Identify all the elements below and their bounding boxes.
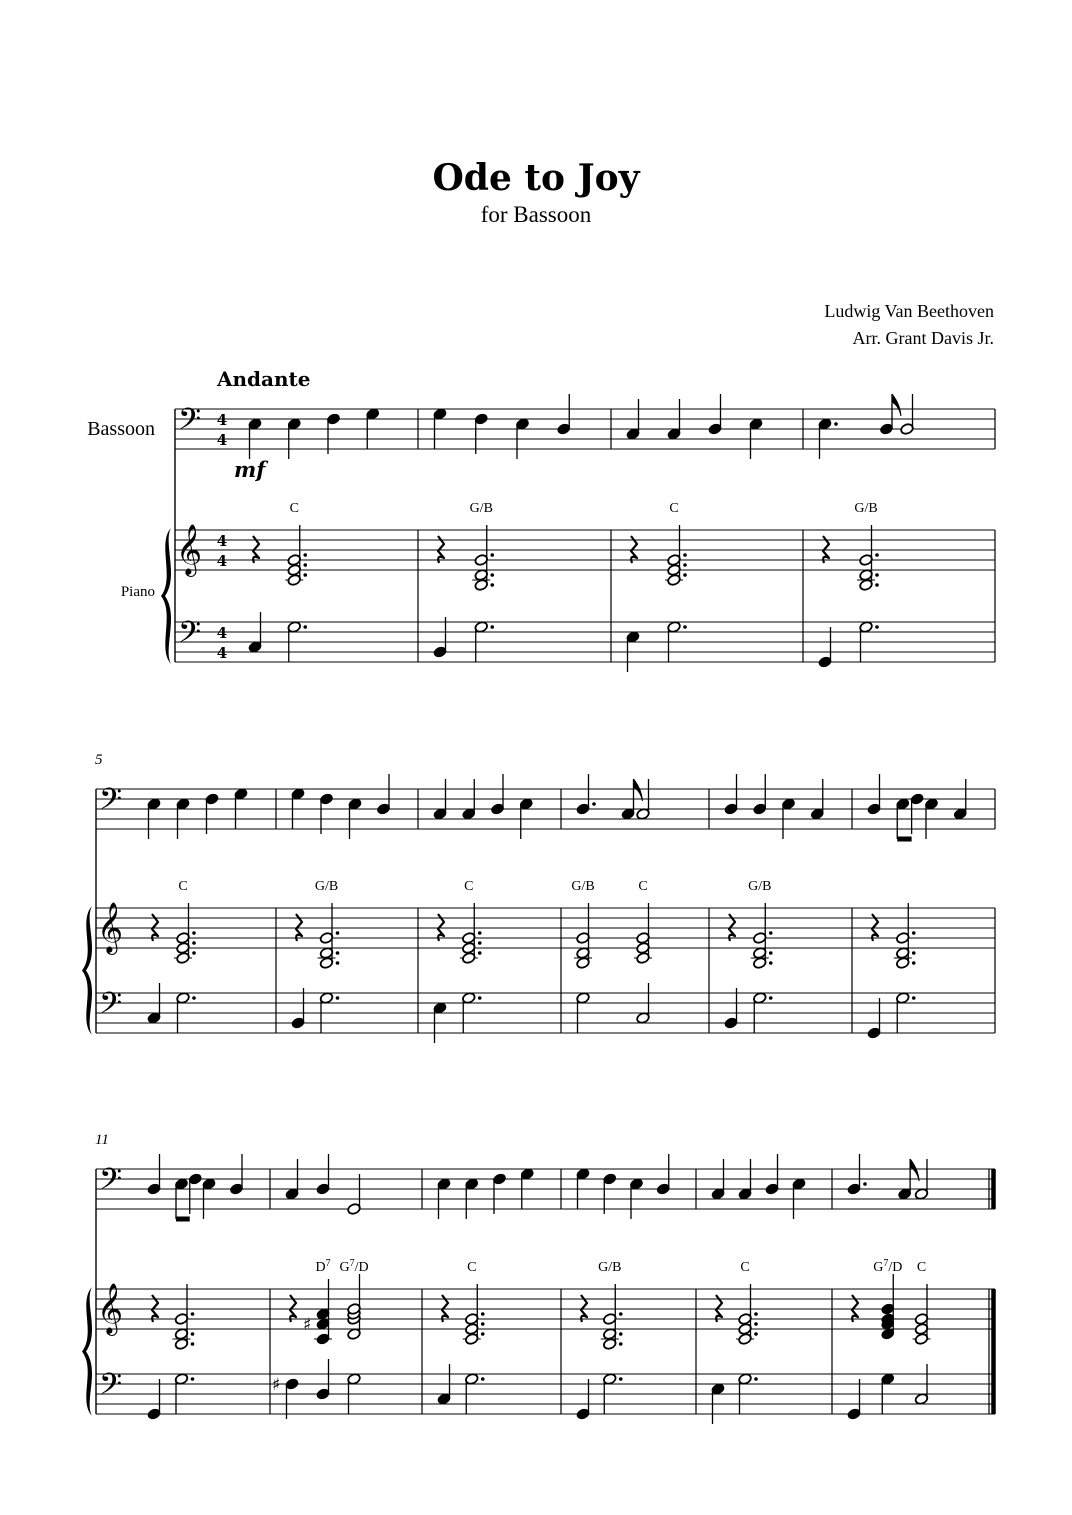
augmentation-dot: [619, 1332, 623, 1336]
music-notation: [82, 394, 995, 1424]
time-signature-numerator: 4: [216, 624, 228, 642]
chord-symbol: C: [467, 1260, 477, 1275]
augmentation-dot: [481, 1332, 485, 1336]
time-signature-denominator: 4: [216, 644, 228, 662]
augmentation-dot: [336, 951, 340, 955]
bass-clef-icon: 𝄢: [99, 783, 123, 824]
piano-brace: [82, 1287, 92, 1416]
augmentation-dot: [490, 625, 494, 629]
measure-number-5: 5: [95, 752, 103, 768]
time-signature-numerator: 4: [216, 411, 228, 429]
augmentation-dot: [336, 961, 340, 965]
augmentation-dot: [769, 961, 773, 965]
bass-clef-icon: 𝄢: [178, 403, 202, 444]
chord-symbol: G/B: [469, 501, 493, 516]
instrument-label-bassoon: Bassoon: [87, 418, 155, 440]
augmentation-dot: [683, 553, 687, 557]
chord-symbol: $G^7/D$: [339, 1258, 369, 1275]
chord-symbol: C: [289, 501, 299, 516]
augmentation-dot: [303, 563, 307, 567]
time-signature-denominator: 4: [216, 431, 228, 449]
augmentation-dot: [592, 802, 596, 806]
time-signature-numerator: 4: [216, 532, 228, 550]
augmentation-dot: [754, 1322, 758, 1326]
chord-symbol: C: [638, 879, 648, 894]
augmentation-dot: [191, 1312, 195, 1316]
augmentation-dot: [303, 573, 307, 577]
chord-symbol: G/B: [598, 1260, 622, 1275]
augmentation-dot: [336, 931, 340, 935]
augmentation-dot: [192, 941, 196, 945]
bass-clef-icon: 𝄢: [99, 987, 123, 1028]
chord-symbol: G/B: [854, 501, 878, 516]
tempo-marking: Andante: [217, 367, 311, 391]
augmentation-dot: [481, 1322, 485, 1326]
augmentation-dot: [490, 573, 494, 577]
augmentation-dot: [192, 931, 196, 935]
augmentation-dot: [191, 1377, 195, 1381]
augmentation-dot: [192, 996, 196, 1000]
chord-symbol: C: [916, 1260, 927, 1275]
piano-brace: [82, 906, 92, 1035]
augmentation-dot: [754, 1332, 758, 1336]
sharp-accidental: ♯: [303, 1315, 312, 1335]
augmentation-dot: [490, 553, 494, 557]
augmentation-dot: [481, 1312, 485, 1316]
augmentation-dot: [834, 422, 838, 426]
arranger-credit: Arr. Grant Davis Jr.: [852, 328, 994, 348]
augmentation-dot: [754, 1377, 758, 1381]
chord-symbol: $G^7/D$: [873, 1258, 903, 1275]
chord-symbol: G/B: [314, 879, 339, 894]
augmentation-dot: [863, 1182, 867, 1186]
augmentation-dot: [478, 996, 482, 1000]
treble-clef-icon: 𝄞: [97, 902, 124, 953]
sharp-accidental: ♯: [272, 1375, 281, 1395]
piece-subtitle: for Bassoon: [480, 202, 592, 227]
augmentation-dot: [875, 573, 879, 577]
augmentation-dot: [912, 931, 916, 935]
augmentation-dot: [875, 583, 879, 587]
augmentation-dot: [754, 1312, 758, 1316]
piano-brace: [161, 528, 171, 664]
time-signature-denominator: 4: [216, 552, 228, 570]
augmentation-dot: [619, 1342, 623, 1346]
augmentation-dot: [478, 951, 482, 955]
augmentation-dot: [303, 625, 307, 629]
measure-number-11: 11: [95, 1132, 109, 1148]
chord-symbol: C: [740, 1260, 750, 1275]
augmentation-dot: [303, 553, 307, 557]
instrument-label-piano: Piano: [120, 584, 155, 600]
dynamic-marking: mf: [234, 457, 266, 482]
augmentation-dot: [619, 1312, 623, 1316]
augmentation-dot: [769, 996, 773, 1000]
treble-clef-icon: 𝄞: [176, 524, 203, 575]
augmentation-dot: [336, 996, 340, 1000]
augmentation-dot: [191, 1332, 195, 1336]
composer-credit: Ludwig Van Beethoven: [824, 301, 994, 321]
treble-clef-icon: 𝄞: [97, 1283, 124, 1334]
augmentation-dot: [192, 951, 196, 955]
augmentation-dot: [683, 563, 687, 567]
augmentation-dot: [490, 583, 494, 587]
chord-symbol: C: [178, 879, 188, 894]
augmentation-dot: [683, 573, 687, 577]
eighth-flag: [910, 1159, 919, 1181]
eighth-flag: [892, 394, 901, 416]
augmentation-dot: [478, 931, 482, 935]
chord-symbol: C: [464, 879, 474, 894]
augmentation-dot: [912, 996, 916, 1000]
augmentation-dot: [481, 1377, 485, 1381]
augmentation-dot: [912, 951, 916, 955]
augmentation-dot: [478, 941, 482, 945]
bass-clef-icon: 𝄢: [178, 616, 202, 657]
augmentation-dot: [875, 625, 879, 629]
augmentation-dot: [683, 625, 687, 629]
augmentation-dot: [875, 553, 879, 557]
chord-symbol: C: [669, 501, 679, 516]
bass-clef-icon: 𝄢: [99, 1163, 123, 1204]
chord-symbol: G/B: [571, 879, 595, 894]
chord-symbol: $D^7$: [315, 1258, 331, 1275]
augmentation-dot: [912, 961, 916, 965]
augmentation-dot: [769, 931, 773, 935]
augmentation-dot: [619, 1377, 623, 1381]
chord-symbol: G/B: [748, 879, 772, 894]
piece-title: Ode to Joy: [432, 157, 640, 199]
augmentation-dot: [769, 951, 773, 955]
augmentation-dot: [191, 1342, 195, 1346]
eighth-flag: [634, 779, 643, 801]
bass-clef-icon: 𝄢: [99, 1368, 123, 1409]
